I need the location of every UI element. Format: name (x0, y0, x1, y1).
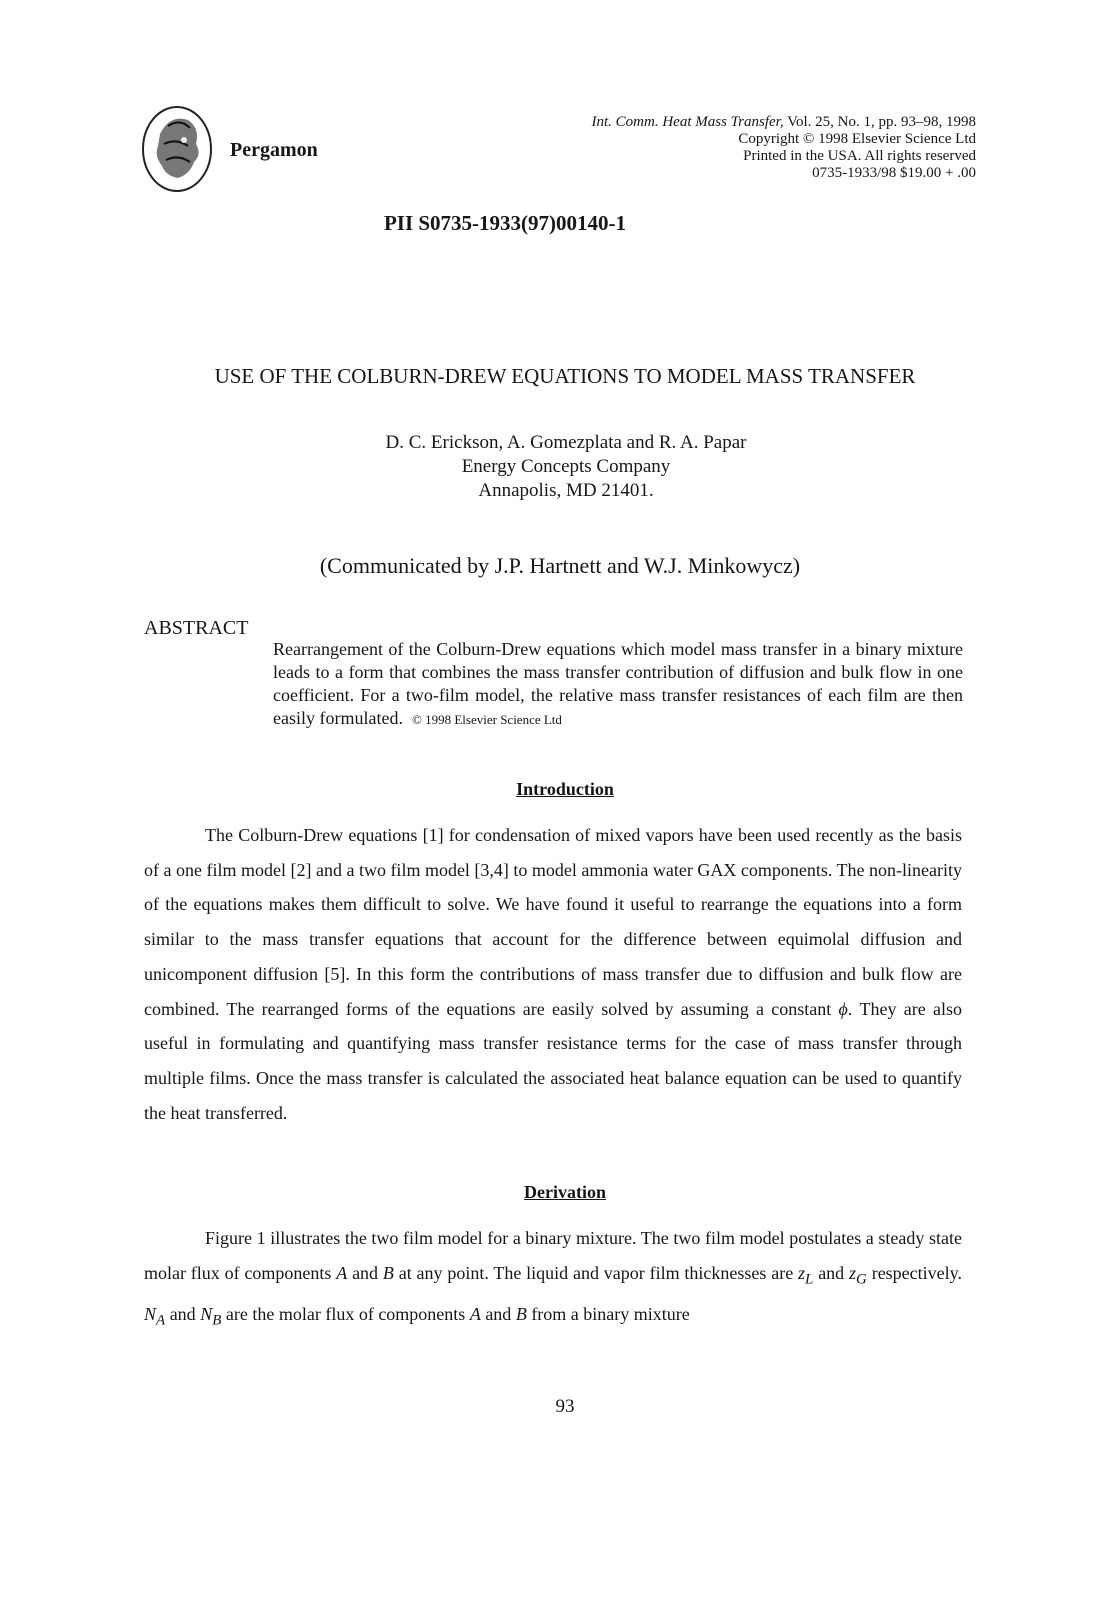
article-title: USE OF THE COLBURN-DREW EQUATIONS TO MODEL MASS TRANSFER (214, 364, 916, 388)
journal-details: Vol. 25, No. 1, pp. 93–98, 1998 (787, 114, 976, 130)
intro-text-part-2: . They are also useful in formulating and quantifying mass transfer resistance terms for the case of mass transfer through multiple films. Once the mass transfer is calculated the associated heat balance equation can be used to quantify the heat transferred. (144, 998, 962, 1123)
deriv-text: from a binary mixture (526, 1304, 690, 1324)
journal-info (540, 114, 976, 182)
introduction-heading: Introduction (516, 779, 614, 799)
var-n: N (200, 1304, 213, 1324)
var-n: N (144, 1304, 157, 1324)
var-b: B (515, 1304, 527, 1324)
copyright-line: Copyright © 1998 Elsevier Science Ltd (738, 131, 976, 147)
introduction-paragraph (144, 818, 962, 1130)
derivation-paragraph (144, 1221, 962, 1338)
abstract-body: Rearrangement of the Colburn-Drew equations which model mass transfer in a binary mixture leads to a form that combines the mass transfer contribution of diffusion and bulk flow in one coefficient. For a two-film model, the relative mass transfer resistances of each film are then easily formulated. (273, 639, 963, 728)
var-a: A (336, 1262, 348, 1283)
deriv-text: and (480, 1304, 516, 1324)
printed-line: Printed in the USA. All rights reserved (743, 148, 976, 164)
deriv-text: and (347, 1262, 383, 1283)
subscript-b: B (212, 1312, 222, 1329)
deriv-text: respectively. (866, 1262, 962, 1283)
var-z: z (849, 1262, 857, 1283)
intro-text-part-1: The Colburn-Drew equations [1] for condensation of mixed vapors have been used recently as the basis of a one film model [2] and a two film model [3,4] to model ammonia water GAX components. The non-linearity of the equations makes them difficult to solve. We have found it useful to rearrange the equations into a form similar to the mass transfer equations that account for the difference between equimolal diffusion and unicomponent diffusion [5]. In this form the contributions of mass transfer due to diffusion and bulk flow are combined. The rearranged forms of the equations are easily solved by assuming a constant (144, 825, 962, 1019)
pergamon-logo (140, 104, 214, 194)
subscript-a: A (156, 1312, 166, 1329)
deriv-text: Figure 1 illustrates the two film model for a binary mixture. The two film model postulates a steady state molar flux of components (144, 1228, 962, 1283)
authors: D. C. Erickson, A. Gomezplata and R. A. Papar (385, 432, 747, 453)
phi-symbol: ϕ (838, 998, 848, 1019)
page-number: 93 (555, 1396, 575, 1417)
publisher-name: Pergamon (230, 139, 318, 161)
affiliation-organization: Energy Concepts Company (461, 456, 671, 477)
deriv-text: and (165, 1304, 201, 1324)
var-b: B (382, 1262, 394, 1283)
var-a: A (469, 1304, 481, 1324)
issn-price: 0735-1933/98 $19.00 + .00 (812, 165, 976, 181)
derivation-heading: Derivation (524, 1182, 606, 1202)
affiliation-address: Annapolis, MD 21401. (478, 480, 654, 501)
subscript-l: L (805, 1271, 814, 1288)
deriv-text: at any point. The liquid and vapor film thicknesses are (393, 1262, 799, 1283)
communicated-by: (Communicated by J.P. Hartnett and W.J. Minkowycz) (319, 553, 801, 578)
abstract-copyright: © 1998 Elsevier Science Ltd (411, 712, 562, 727)
var-z: z (798, 1262, 806, 1283)
subscript-g: G (856, 1271, 867, 1288)
pii-identifier: PII S0735-1933(97)00140-1 (383, 211, 627, 235)
journal-name: Int. Comm. Heat Mass Transfer, (591, 114, 784, 130)
abstract-text (273, 638, 963, 731)
deriv-text: and (813, 1262, 850, 1283)
abstract-heading: ABSTRACT (144, 617, 249, 639)
deriv-text: are the molar flux of components (221, 1304, 470, 1324)
